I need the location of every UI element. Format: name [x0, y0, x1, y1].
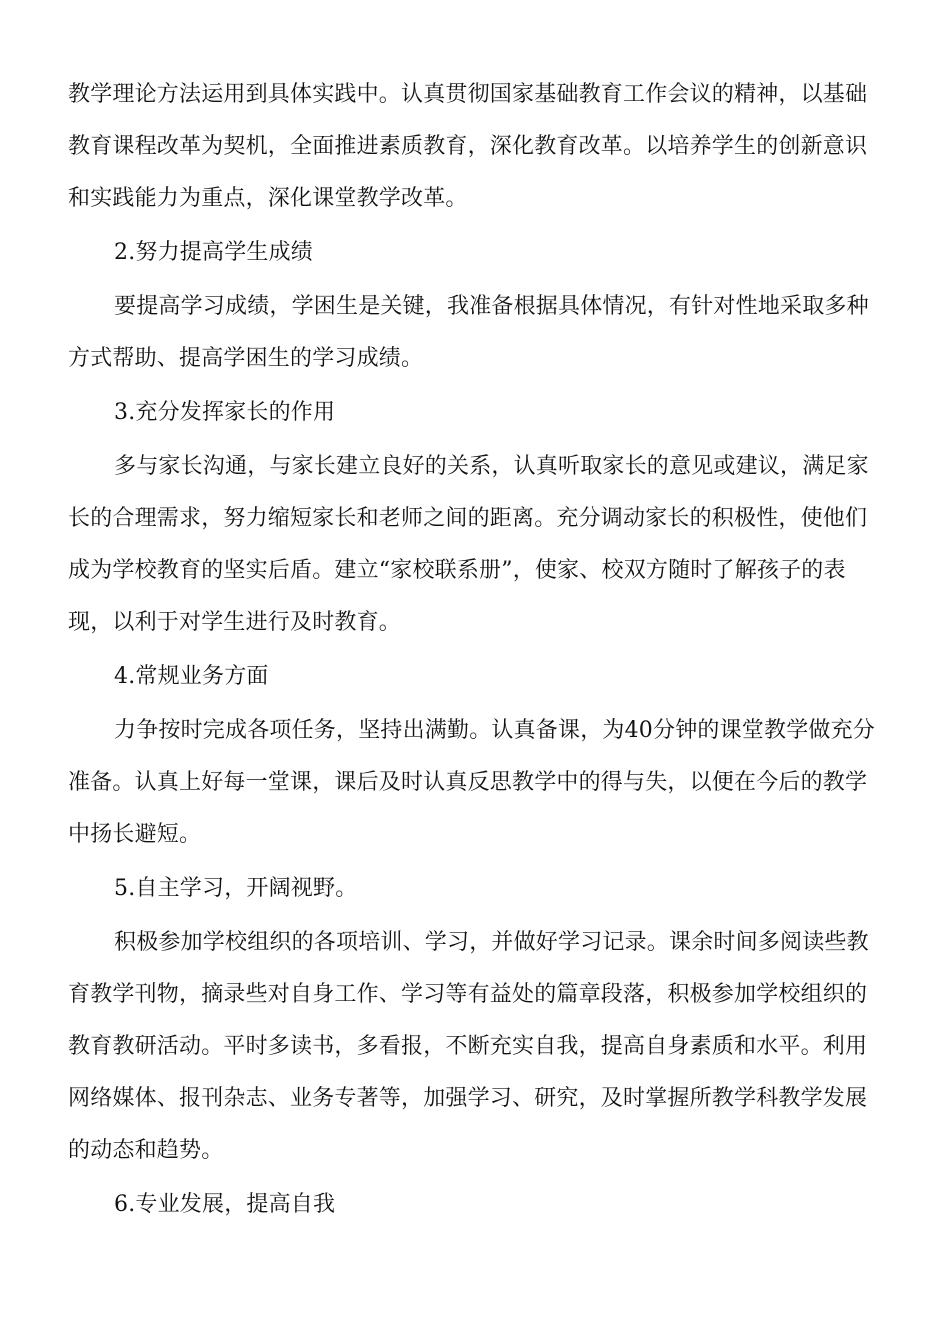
paragraph-line: 中扬长避短。: [68, 822, 202, 847]
paragraph-line: 积极参加学校组织的各项培训、学习，并做好学习记录。课余时间多阅读些教: [114, 930, 869, 955]
paragraph-line: 育教学刊物，摘录些对自身工作、学习等有益处的篇章段落，积极参加学校组织的: [68, 982, 868, 1007]
paragraph-line: 教育课程改革为契机，全面推进素质教育，深化教育改革。以培养学生的创新意识: [68, 134, 868, 159]
section-heading-6: 6.专业发展，提高自我: [114, 1192, 336, 1217]
paragraph-teaching-reform: [68, 82, 884, 212]
paragraph-line: 长的合理需求，努力缩短家长和老师之间的距离。充分调动家长的积极性，使他们: [68, 506, 868, 531]
section-heading-3: 3.充分发挥家长的作用: [114, 400, 336, 425]
paragraph-line: 力争按时完成各项任务，坚持出满勤。认真备课，为40分钟的课堂教学做充分: [114, 718, 875, 743]
paragraph-routine-work: [68, 718, 884, 848]
paragraph-line: 成为学校教育的坚实后盾。建立“家校联系册”，使家、校双方随时了解孩子的表: [68, 558, 846, 583]
paragraph-line: 方式帮助、提高学困生的学习成绩。: [68, 346, 424, 371]
paragraph-line: 的动态和趋势。: [68, 1138, 224, 1163]
paragraph-student-grades: [68, 294, 884, 372]
section-heading-2: 2.努力提高学生成绩: [114, 240, 313, 265]
document-page: [68, 82, 884, 1246]
section-heading-4: 4.常规业务方面: [114, 664, 269, 689]
paragraph-line: 要提高学习成绩，学困生是关键，我准备根据具体情况，有针对性地采取多种: [114, 294, 869, 319]
paragraph-line: 网络媒体、报刊杂志、业务专著等，加强学习、研究，及时掌握所教学科教学发展: [68, 1086, 868, 1111]
paragraph-line: 教育教研活动。平时多读书，多看报，不断充实自我，提高自身素质和水平。利用: [68, 1034, 868, 1059]
paragraph-line: 现，以利于对学生进行及时教育。: [68, 610, 402, 635]
paragraph-line: 准备。认真上好每一堂课，课后及时认真反思教学中的得与失，以便在今后的教学: [68, 770, 868, 795]
section-heading-5: 5.自主学习，开阔视野。: [114, 876, 358, 901]
paragraph-line: 教学理论方法运用到具体实践中。认真贯彻国家基础教育工作会议的精神，以基础: [68, 82, 868, 107]
paragraph-parents: [68, 454, 884, 636]
paragraph-self-study: [68, 930, 884, 1164]
paragraph-line: 多与家长沟通，与家长建立良好的关系，认真听取家长的意见或建议，满足家: [114, 454, 869, 479]
paragraph-line: 和实践能力为重点，深化课堂教学改革。: [68, 186, 468, 211]
